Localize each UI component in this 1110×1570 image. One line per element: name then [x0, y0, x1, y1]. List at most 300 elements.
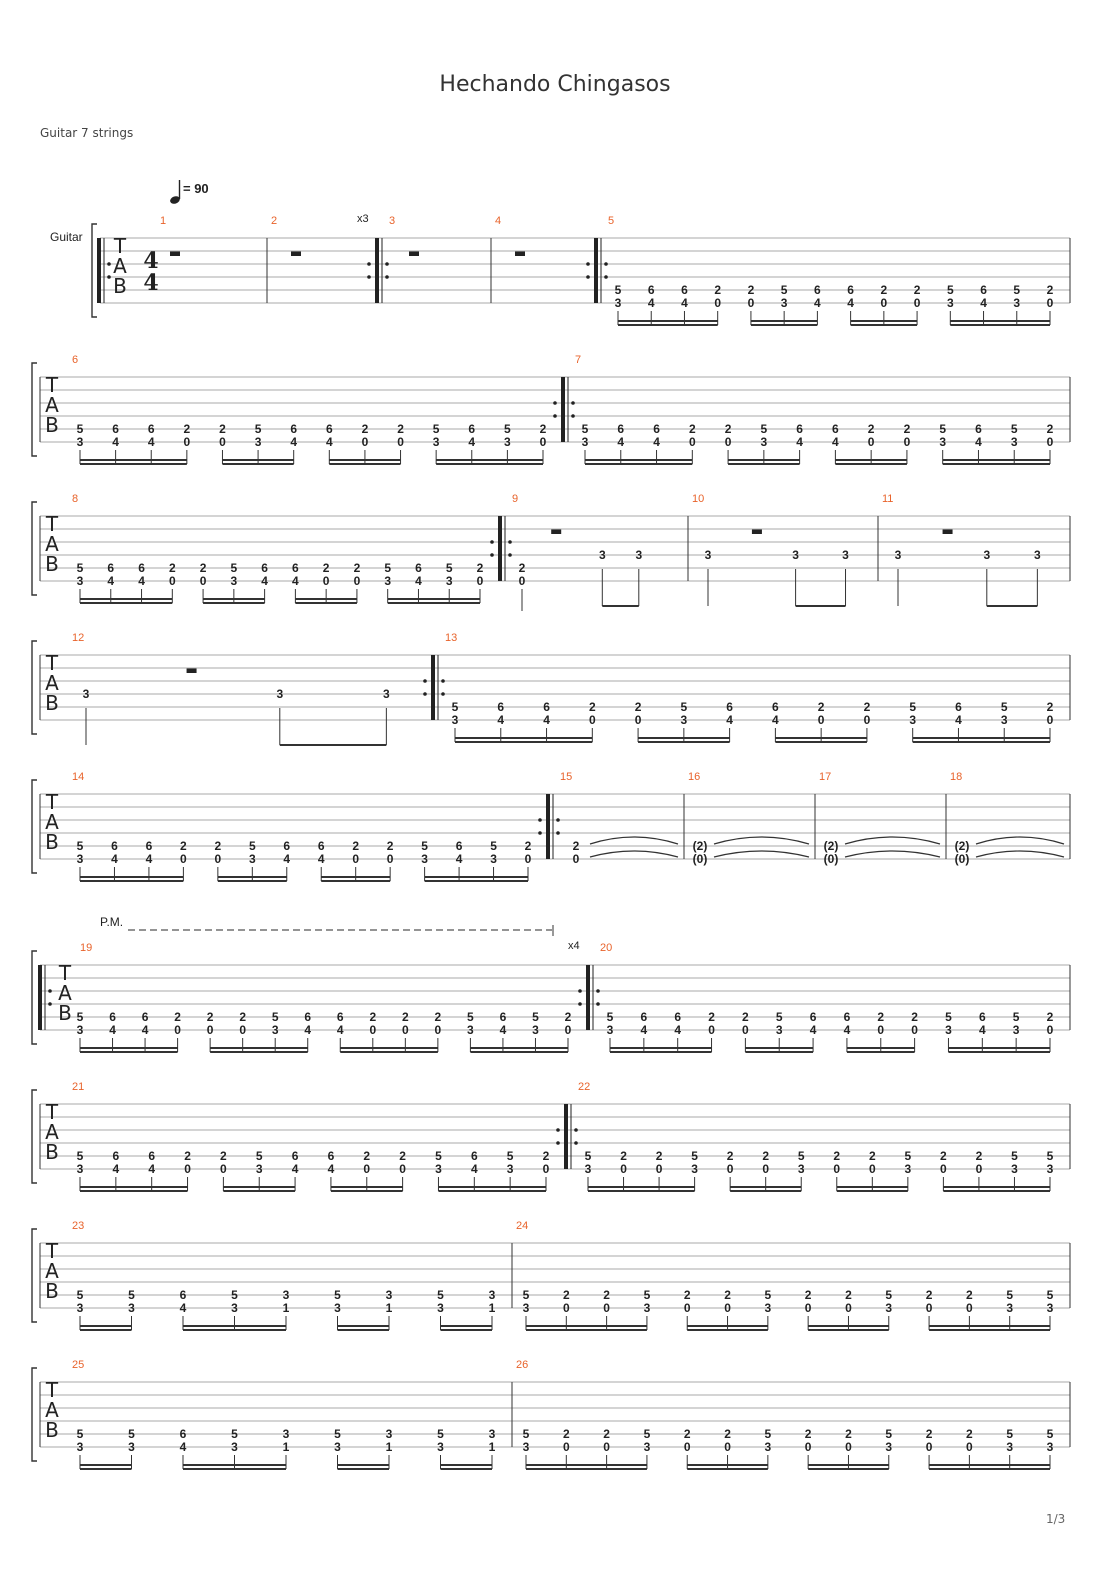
fret-number: 0 — [925, 1301, 933, 1315]
fret-number: (2) — [692, 839, 708, 853]
tab-clef-letter: A — [45, 1120, 59, 1144]
fret-number: 0 — [174, 1023, 181, 1037]
fret-number: 3 — [945, 1023, 952, 1037]
tie-arc — [976, 851, 1064, 857]
fret-number: 3 — [1034, 548, 1041, 562]
tab-clef-letter: B — [45, 691, 59, 715]
fret-number: 6 — [975, 422, 982, 436]
fret-number: 5 — [614, 283, 622, 297]
system-bracket — [32, 363, 37, 456]
repeat-count: x3 — [357, 213, 369, 225]
fret-number: 5 — [643, 1288, 651, 1302]
fret-number: 6 — [147, 422, 155, 436]
fret-number: 3 — [946, 296, 954, 310]
repeat-end-dot — [538, 831, 542, 835]
fret-number: 2 — [911, 1010, 918, 1024]
fret-number: 4 — [148, 1162, 156, 1176]
fret-number: 3 — [1010, 435, 1018, 449]
fret-number: 5 — [606, 1010, 614, 1024]
fret-number: 3 — [1011, 1162, 1018, 1176]
fret-number: 4 — [179, 1440, 187, 1454]
fret-number: 0 — [168, 574, 176, 588]
fret-number: 3 — [598, 548, 606, 562]
fret-number: 5 — [435, 1149, 442, 1163]
fret-number: 2 — [845, 1288, 852, 1302]
repeat-dot — [385, 275, 389, 279]
repeat-dot — [508, 553, 512, 557]
tie-arc — [845, 837, 940, 844]
fret-number: 0 — [220, 1162, 227, 1176]
fret-number: 2 — [199, 561, 207, 575]
measure-number: 21 — [72, 1081, 85, 1093]
fret-number: 3 — [282, 1427, 290, 1441]
fret-number: 2 — [877, 1010, 885, 1024]
fret-number: 2 — [214, 839, 222, 853]
fret-number: 0 — [966, 1301, 973, 1315]
fret-number: 4 — [543, 713, 550, 727]
measure-number: 1 — [160, 215, 167, 227]
repeat-end-dot — [578, 989, 582, 993]
fret-number: 2 — [688, 422, 696, 436]
fret-number: 3 — [1046, 1162, 1054, 1176]
fret-number: 2 — [1046, 700, 1054, 714]
fret-number: 3 — [581, 435, 589, 449]
measure-number: 19 — [80, 942, 93, 954]
fret-number: 4 — [261, 574, 268, 588]
fret-number: 0 — [219, 435, 226, 449]
tab-clef-letter: B — [45, 413, 59, 437]
fret-number: 0 — [655, 1162, 663, 1176]
fret-number: 0 — [239, 1023, 247, 1037]
fret-number: 6 — [955, 700, 962, 714]
fret-number: 6 — [497, 700, 505, 714]
fret-number: 2 — [880, 283, 888, 297]
measure-number: 10 — [692, 493, 705, 505]
half-rest-icon — [170, 252, 180, 257]
fret-number: 0 — [524, 852, 532, 866]
fret-number: 0 — [180, 852, 187, 866]
fret-number: 0 — [868, 1162, 876, 1176]
half-rest-icon — [943, 530, 953, 535]
fret-number: 4 — [832, 435, 839, 449]
fret-number: 0 — [913, 296, 921, 310]
fret-number: 4 — [617, 435, 625, 449]
fret-number: 2 — [804, 1288, 812, 1302]
fret-number: 2 — [966, 1427, 973, 1441]
fret-number: 2 — [1046, 422, 1054, 436]
fret-number: 0 — [966, 1440, 973, 1454]
fret-number: 3 — [254, 435, 262, 449]
tab-clef-letter: T — [45, 1239, 59, 1263]
fret-number: 5 — [584, 1149, 592, 1163]
repeat-dot — [385, 262, 389, 266]
fret-number: 0 — [975, 1162, 983, 1176]
fret-number: 0 — [925, 1440, 933, 1454]
fret-number: 6 — [261, 561, 268, 575]
fret-number: 5 — [780, 283, 788, 297]
fret-number: 3 — [584, 1162, 592, 1176]
fret-number: 5 — [1013, 283, 1021, 297]
measure-number: 6 — [72, 354, 79, 366]
repeat-end-dot — [490, 540, 494, 544]
fret-number: 3 — [82, 687, 90, 701]
fret-number: 5 — [504, 422, 511, 436]
repeat-end-dot — [586, 275, 590, 279]
repeat-dot — [596, 1002, 600, 1006]
fret-number: 3 — [1046, 1440, 1054, 1454]
measure-number: 13 — [445, 632, 458, 644]
fret-number: 2 — [925, 1288, 933, 1302]
fret-number: 6 — [112, 1149, 120, 1163]
fret-number: 3 — [1012, 1023, 1020, 1037]
fret-number: 3 — [385, 1288, 393, 1302]
measure-number: 8 — [72, 493, 79, 505]
measure-number: 7 — [575, 354, 582, 366]
fret-number: 2 — [863, 700, 871, 714]
fret-number: 0 — [206, 1023, 214, 1037]
fret-number: 5 — [271, 1010, 279, 1024]
tie-arc — [714, 837, 809, 844]
fret-number: 6 — [292, 561, 299, 575]
fret-number: 3 — [488, 1288, 496, 1302]
fret-number: 5 — [522, 1288, 530, 1302]
fret-number: 2 — [966, 1288, 973, 1302]
fret-number: 0 — [539, 435, 547, 449]
tab-clef-letter: T — [45, 1378, 59, 1402]
fret-number: 3 — [983, 548, 991, 562]
tab-clef-letter: A — [45, 1259, 59, 1283]
fret-number: 3 — [775, 1023, 783, 1037]
instrument-subtitle: Guitar 7 strings — [40, 126, 134, 140]
fret-number: 5 — [421, 839, 428, 853]
fret-number: 2 — [184, 1149, 191, 1163]
fret-number: 3 — [704, 548, 712, 562]
fret-number: 4 — [290, 435, 298, 449]
repeat-end-dot — [578, 1002, 582, 1006]
fret-number: 6 — [148, 1149, 156, 1163]
fret-number: 5 — [764, 1427, 772, 1441]
fret-number: 4 — [304, 1023, 312, 1037]
fret-number: 0 — [564, 1023, 572, 1037]
fret-number: 2 — [903, 422, 911, 436]
tie-arc — [590, 837, 678, 844]
fret-number: 2 — [562, 1288, 570, 1302]
measure-number: 2 — [271, 215, 278, 227]
fret-number: 5 — [764, 1288, 772, 1302]
fret-number: 2 — [399, 1149, 406, 1163]
fret-number: 3 — [276, 687, 284, 701]
tab-clef-letter: T — [58, 961, 72, 985]
fret-number: 0 — [724, 1440, 731, 1454]
repeat-barline-thick — [38, 965, 42, 1030]
fret-number: 5 — [76, 1149, 84, 1163]
fret-number: 4 — [109, 1023, 116, 1037]
fret-number: 3 — [445, 574, 453, 588]
fret-number: 5 — [1000, 700, 1008, 714]
fret-number: 4 — [317, 852, 325, 866]
fret-number: 0 — [817, 713, 825, 727]
fret-number: 1 — [385, 1440, 393, 1454]
fret-number: 5 — [885, 1427, 893, 1441]
page-title: Hechando Chingasos — [439, 72, 671, 97]
fret-number: 3 — [334, 1301, 341, 1315]
repeat-dot — [596, 989, 600, 993]
fret-number: 5 — [946, 283, 954, 297]
fret-number: 2 — [183, 422, 191, 436]
fret-number: 3 — [1006, 1440, 1014, 1454]
fret-number: 4 — [291, 1162, 299, 1176]
fret-number: 6 — [138, 561, 145, 575]
repeat-dot — [556, 818, 560, 822]
repeat-end-dot — [423, 692, 427, 696]
fret-number: 3 — [506, 1162, 514, 1176]
fret-number: 0 — [845, 1301, 852, 1315]
fret-number: 2 — [572, 839, 580, 853]
tie-arc — [976, 837, 1064, 844]
fret-number: 6 — [647, 283, 655, 297]
fret-number: 6 — [141, 1010, 149, 1024]
fret-number: 0 — [747, 296, 755, 310]
measure-number: 5 — [608, 215, 615, 227]
fret-number: 0 — [845, 1440, 852, 1454]
repeat-end-dot — [490, 553, 494, 557]
fret-number: 2 — [724, 422, 732, 436]
fret-number: 0 — [634, 713, 642, 727]
fret-number: 5 — [76, 1288, 84, 1302]
fret-number: 2 — [219, 422, 226, 436]
measure-number: 26 — [516, 1359, 529, 1371]
fret-number: 3 — [939, 435, 947, 449]
fret-number: 0 — [542, 1162, 550, 1176]
repeat-dot — [107, 262, 111, 266]
fret-number: 0 — [562, 1301, 570, 1315]
fret-number: 3 — [522, 1440, 530, 1454]
system-bracket — [32, 1090, 37, 1183]
repeat-barline-thick — [498, 516, 502, 581]
repeat-dot — [441, 679, 445, 683]
fret-number: 6 — [179, 1427, 187, 1441]
repeat-barline-thick — [564, 1104, 568, 1169]
fret-number: 0 — [726, 1162, 734, 1176]
fret-number: 2 — [975, 1149, 983, 1163]
fret-number: 2 — [363, 1149, 371, 1163]
fret-number: 2 — [1046, 1010, 1054, 1024]
fret-number: 4 — [843, 1023, 851, 1037]
fret-number: 4 — [325, 435, 333, 449]
repeat-end-dot — [556, 1141, 560, 1145]
measure-number: 24 — [516, 1220, 529, 1232]
fret-number: 5 — [254, 422, 262, 436]
fret-number: 5 — [1006, 1427, 1014, 1441]
fret-number: 3 — [764, 1301, 772, 1315]
fret-number: 5 — [230, 561, 238, 575]
fret-number: 3 — [384, 574, 392, 588]
fret-number: 6 — [832, 422, 839, 436]
fret-number: 0 — [214, 852, 222, 866]
repeat-end-dot — [367, 275, 371, 279]
repeat-dot — [571, 414, 575, 418]
fret-number: 3 — [467, 1023, 474, 1037]
fret-number: 2 — [588, 700, 596, 714]
fret-number: 2 — [714, 283, 722, 297]
repeat-dot — [571, 401, 575, 405]
fret-number: 2 — [361, 422, 369, 436]
fret-number: 3 — [780, 296, 788, 310]
fret-number: 0 — [401, 1023, 409, 1037]
fret-number: 6 — [317, 839, 325, 853]
measure-number: 16 — [688, 771, 701, 783]
fret-number: 0 — [742, 1023, 749, 1037]
fret-number: 5 — [680, 700, 688, 714]
tab-clef-letter: B — [45, 830, 59, 854]
fret-number: 2 — [683, 1288, 691, 1302]
fret-number: 1 — [385, 1301, 393, 1315]
fret-number: 0 — [361, 435, 369, 449]
tab-clef-letter: T — [113, 234, 127, 258]
repeat-dot — [556, 831, 560, 835]
fret-number: 2 — [913, 283, 921, 297]
fret-number: 6 — [681, 283, 688, 297]
fret-number: 3 — [76, 1023, 84, 1037]
fret-number: 4 — [978, 1023, 986, 1037]
fret-number: 2 — [1046, 283, 1054, 297]
fret-number: 2 — [747, 283, 755, 297]
fret-number: 5 — [231, 1427, 238, 1441]
fret-number: 6 — [640, 1010, 648, 1024]
fret-number: 5 — [490, 839, 497, 853]
fret-number: 5 — [506, 1149, 514, 1163]
fret-number: 2 — [369, 1010, 377, 1024]
track-label: Guitar — [50, 230, 83, 244]
fret-number: 3 — [885, 1301, 893, 1315]
tab-clef-letter: B — [45, 552, 59, 576]
fret-number: (0) — [823, 852, 839, 866]
fret-number: 3 — [792, 548, 799, 562]
fret-number: 2 — [562, 1427, 570, 1441]
fret-number: 0 — [804, 1440, 812, 1454]
fret-number: 0 — [708, 1023, 715, 1037]
fret-number: 6 — [291, 1149, 299, 1163]
fret-number: 1 — [282, 1301, 290, 1315]
fret-number: 5 — [76, 561, 84, 575]
fret-number: 6 — [726, 700, 733, 714]
fret-number: 6 — [653, 422, 660, 436]
system-bracket — [32, 1368, 37, 1461]
repeat-dot — [48, 989, 52, 993]
fret-number: 0 — [199, 574, 207, 588]
measure-number: 20 — [600, 942, 613, 954]
fret-number: 3 — [76, 1301, 84, 1315]
fret-number: 5 — [691, 1149, 698, 1163]
fret-number: 0 — [1046, 1023, 1054, 1037]
fret-number: 0 — [353, 574, 361, 588]
fret-number: 5 — [255, 1149, 263, 1163]
fret-number: 4 — [455, 852, 463, 866]
fret-number: 3 — [76, 852, 84, 866]
fret-number: 6 — [980, 283, 987, 297]
repeat-end-dot — [367, 262, 371, 266]
fret-number: 4 — [415, 574, 422, 588]
fret-number: 2 — [833, 1149, 841, 1163]
fret-number: 0 — [562, 1440, 570, 1454]
fret-number: 0 — [683, 1440, 691, 1454]
fret-number: 6 — [470, 1149, 478, 1163]
fret-number: 2 — [220, 1149, 227, 1163]
fret-number: 0 — [714, 296, 722, 310]
fret-number: 2 — [401, 1010, 409, 1024]
fret-number: 5 — [1011, 1149, 1018, 1163]
measure-number: 4 — [495, 215, 502, 227]
fret-number: 4 — [640, 1023, 648, 1037]
fret-number: 3 — [451, 713, 459, 727]
fret-number: 4 — [336, 1023, 344, 1037]
fret-number: 5 — [909, 700, 917, 714]
fret-number: 3 — [643, 1440, 651, 1454]
fret-number: 0 — [434, 1023, 442, 1037]
fret-number: 3 — [691, 1162, 698, 1176]
fret-number: 0 — [322, 574, 330, 588]
fret-number: 6 — [674, 1010, 682, 1024]
fret-number: 2 — [322, 561, 330, 575]
fret-number: 4 — [470, 1162, 478, 1176]
system-bracket — [32, 780, 37, 873]
repeat-end-dot — [586, 262, 590, 266]
fret-number: 5 — [384, 561, 392, 575]
fret-number: 2 — [634, 700, 642, 714]
fret-number: 4 — [141, 1023, 149, 1037]
fret-number: 3 — [248, 852, 256, 866]
fret-number: 3 — [383, 687, 390, 701]
fret-number: 2 — [476, 561, 484, 575]
fret-number: 0 — [1046, 296, 1054, 310]
fret-number: 0 — [683, 1301, 691, 1315]
fret-number: 2 — [655, 1149, 663, 1163]
fret-number: 4 — [112, 435, 119, 449]
fret-number: 3 — [437, 1301, 444, 1315]
fret-number: 5 — [1046, 1288, 1054, 1302]
fret-number: (2) — [823, 839, 839, 853]
fret-number: 6 — [290, 422, 298, 436]
measure-number: 18 — [950, 771, 963, 783]
fret-number: 2 — [603, 1427, 610, 1441]
fret-number: 3 — [230, 574, 238, 588]
fret-number: 0 — [603, 1301, 610, 1315]
fret-number: 6 — [111, 839, 118, 853]
fret-number: 3 — [271, 1023, 279, 1037]
repeat-end-dot — [553, 401, 557, 405]
fret-number: 3 — [432, 435, 440, 449]
fret-number: 5 — [532, 1010, 539, 1024]
fret-number: 4 — [772, 713, 779, 727]
fret-number: 1 — [282, 1440, 290, 1454]
fret-number: 2 — [742, 1010, 749, 1024]
fret-number: 6 — [327, 1149, 335, 1163]
measure-number: 3 — [389, 215, 396, 227]
measure-number: 9 — [512, 493, 519, 505]
fret-number: 4 — [647, 296, 655, 310]
fret-number: 5 — [522, 1427, 530, 1441]
fret-number: 3 — [504, 435, 511, 449]
fret-number: 4 — [674, 1023, 682, 1037]
fret-number: 3 — [76, 1162, 84, 1176]
fret-number: 6 — [415, 561, 422, 575]
fret-number: 3 — [488, 1427, 496, 1441]
fret-number: 3 — [76, 1440, 84, 1454]
fret-number: 2 — [925, 1427, 933, 1441]
fret-number: 4 — [468, 435, 476, 449]
time-signature-top: 4 — [143, 248, 159, 274]
fret-number: 3 — [334, 1440, 341, 1454]
